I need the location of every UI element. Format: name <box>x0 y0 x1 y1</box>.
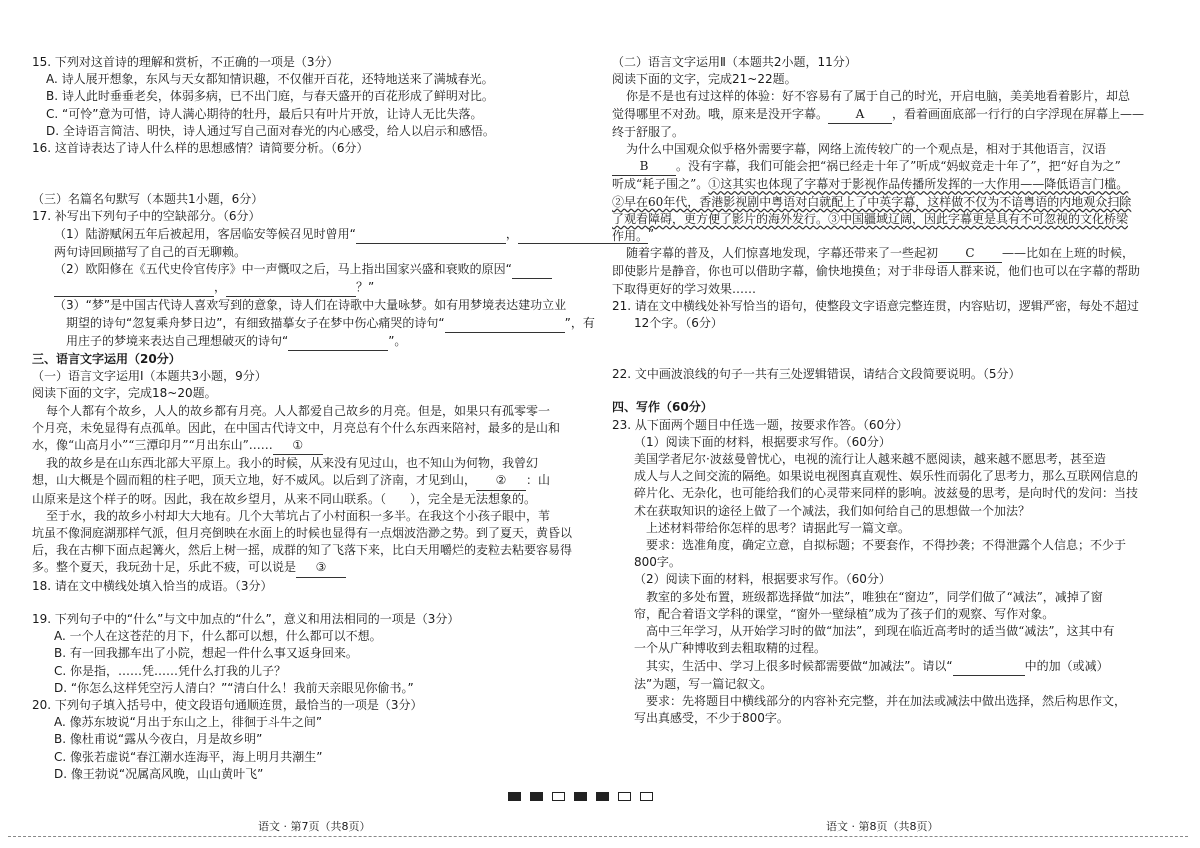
topic-2-requirement-cont: 写出真感受，不少于800字。 <box>634 711 789 726</box>
question-18: 18. 请在文中横线处填入恰当的成语。（3分） <box>32 578 273 593</box>
blank-a: A <box>828 106 892 124</box>
marker-square <box>552 792 565 801</box>
passage-line: 下取得更好的学习效果…… <box>612 281 757 296</box>
passage-line: 即使影片是静音，你也可以借助字幕，偷快地摸鱼；对于非母语人群来说，他们也可以在字幕的帮助 <box>612 264 1141 279</box>
wavy-sentence: 了观看障碍，更方便了影片的海外发行。③中国疆域辽阔，因此字幕更是具有不可忽视的文化桥梁 <box>612 211 1129 226</box>
question-21-cont: 12个字。（6分） <box>634 316 723 331</box>
question-20-stem: 20. 下列句子填入括号中，使文段语句通顺连贯，最恰当的一项是（3分） <box>32 697 423 712</box>
q19-option-d: D. “你怎么这样凭空污人清白？”“清白什么！我前天亲眼见你偷书。” <box>54 680 414 695</box>
footer-page-8: 语文 · 第8页（共8页） <box>826 820 939 833</box>
marker-square <box>508 792 521 801</box>
marker-square <box>530 792 543 801</box>
passage-line: 个月亮，未免显得有点孤单。因此，在中国古代诗文中，月亮总有个什么东西来陪衬，最多的是山和 <box>32 420 561 435</box>
question-16: 16. 这首诗表达了诗人什么样的思想感情？请简要分析。（6分） <box>32 141 369 156</box>
topic-1-heading: （1）阅读下面的材料，根据要求写作。（60分） <box>634 434 891 449</box>
topic-2-prompt-cont: 法”为题，写一篇记叙文。 <box>634 676 773 691</box>
passage-line: 坑虽不像洞庭湖那样气派，但月亮倒映在水面上的时候也显得有一点烟波浩渺之势。到了夏天，黄昏以 <box>32 526 573 541</box>
topic-2-prompt: 其实，生活中、学习上很多时候都需要做“加减法”。请以“ 中的加（或减） <box>612 658 1164 676</box>
blank-c: C <box>938 245 1002 263</box>
section-1-heading: （一）语言文字运用Ⅰ（本题共3小题，9分） <box>32 369 267 384</box>
q20-option-b: B. 像杜甫说“露从今夜白，月是故乡明” <box>54 732 263 747</box>
passage-line: 至于水，我的故乡小村却大大地有。几个大苇坑占了小村面积一多半。在我这个小孩子眼中，苇 <box>46 508 551 523</box>
marker-square <box>574 792 587 801</box>
q15-option-a: A. 诗人展开想象，东风与天女都知情识趣，不仅催开百花，还特地送来了满城春光。 <box>46 72 494 87</box>
q20-option-d: D. 像王勃说“况属高风晚，山山黄叶飞” <box>54 766 264 781</box>
material-line: 一个从广种博收到去粗取精的过程。 <box>634 641 827 656</box>
blank-1: ① <box>273 437 323 455</box>
question-23: 23. 从下面两个题目中任选一题，按要求作答。（60分） <box>612 417 909 432</box>
part-4-heading: 四、写作（60分） <box>612 400 713 415</box>
q20-option-c: C. 像张若虚说“春江潮水连海平，海上明月共潮生” <box>54 749 323 764</box>
topic-2-heading: （2）阅读下面的材料，根据要求写作。（60分） <box>634 572 891 587</box>
marker-square <box>618 792 631 801</box>
marker-square <box>596 792 609 801</box>
section-3-heading: （三）名篇名句默写（本题共1小题，6分） <box>32 192 264 207</box>
bottom-dashed-rule <box>8 836 1188 837</box>
q17-part-3: （3）“梦”是中国古代诗人喜欢写到的意象，诗人们在诗歌中大量咏梦。如有用梦境表达建功立业 <box>54 298 567 313</box>
passage-line: 听成“耗子围之”。①这其实也体现了字幕对于影视作品传播所发挥的一大作用——降低语言门槛。 <box>612 177 1129 192</box>
passage-line: 想，山大概是个圆而粗的柱子吧，顶天立地，好不威风。以后到了济南，才见到山， ② ：山 <box>32 472 580 490</box>
q17-part-2: （2）欧阳修在《五代史伶官传序》中一声慨叹之后，马上指出国家兴盛和衰败的原因“ <box>32 261 580 279</box>
passage-line: 我的故乡是在山东西北部大平原上。我小的时候，从来没有见过山，也不知山为何物，我曾幻 <box>46 456 539 471</box>
passage-line: 终于舒服了。 <box>612 124 685 139</box>
q17-part-3-b: 期望的诗句“忽复乘舟梦日边”，有细致描摹女子在梦中伤心痛哭的诗句“ ”，有 <box>32 315 580 333</box>
blank-b: B <box>612 158 676 176</box>
passage-line: 觉得哪里不对劲。哦，原来是没开字幕。 A ，看着画面底部一行行的白字浮现在屏幕上—— <box>612 106 1164 124</box>
q19-option-b: B. 有一回我挪车出了小院，想起一件什么事又返身回来。 <box>54 646 358 661</box>
material-line: 碎片化、无杂化，也可能给我们的心灵带来同样的影响。波兹曼的思考，是向时代的发问：当技 <box>634 486 1139 501</box>
passage-line: 山原来是这个样子的呀。因此，我在故乡望月，从来不同山联系。（ ），完全是无法想象的。 <box>32 491 537 506</box>
q17-part-2-cont: ， ？” <box>32 279 580 297</box>
passage-line: 每个人都有个故乡，人人的故乡都有月亮。人人都爱自己故乡的月亮。但是，如果只有孤零零一 <box>46 403 551 418</box>
material-line: 教室的多处布置，班级都选择做“加法”，唯独在“窗边”，同学们做了“减法”，减掉了窗 <box>646 589 1103 604</box>
passage-line: 为什么中国观众似乎格外需要字幕，网络上流传较广的一个观点是，相对于其他语言，汉语 <box>626 142 1107 157</box>
question-17-stem: 17. 补写出下列句子中的空缺部分。（6分） <box>32 209 261 224</box>
q20-option-a: A. 像苏东坡说“月出于东山之上，徘徊于斗牛之间” <box>54 715 323 730</box>
passage-line: 你是不是也有过这样的体验：好不容易有了属于自己的时光，开启电脑，美美地看着影片，却总 <box>626 89 1131 104</box>
footer-page-7: 语文 · 第7页（共8页） <box>258 820 371 833</box>
passage-line: 水，像“山高月小”“三潭印月”“月出东山”…… ① <box>32 437 580 455</box>
question-21: 21. 请在文中横线处补写恰当的语句，使整段文字语意完整连贯，内容贴切，逻辑严密，每处不超过 <box>612 298 1139 313</box>
reading-instruction-2: 阅读下面的文字，完成21~22题。 <box>612 72 797 87</box>
page-marker-squares <box>508 792 653 801</box>
section-2-heading: （二）语言文字运用Ⅱ（本题共2小题，11分） <box>612 55 857 69</box>
question-22: 22. 文中画波浪线的句子一共有三处逻辑错误，请结合文段简要说明。（5分） <box>612 367 1021 382</box>
marker-square <box>640 792 653 801</box>
topic-1-requirement: 要求：选准角度，确定立意，自拟标题；不要套作，不得抄袭；不得泄露个人信息；不少于 <box>646 538 1127 553</box>
wavy-sentence: ②早在60年代，香港影视剧中粤语对白就配上了中英字幕，这样做不仅为不谙粤语的内地观众扫除 <box>612 194 1132 209</box>
part-3-heading: 三、语言文字运用（20分） <box>32 352 181 367</box>
material-line: 帘，配合着语文学科的课堂，“窗外一壁绿植”成为了孩子们的观察、写作对象。 <box>634 606 1055 621</box>
material-line: 术在获取知识的途径上做了一个减法，我们如何给自己的思想做一个加法？ <box>634 503 1031 518</box>
q19-option-c: C. 你是指，……凭……凭什么打我的儿子？ <box>54 663 287 678</box>
q17-part-1-cont: 两句诗回顾描写了自己的百无聊赖。 <box>54 244 247 259</box>
blank-3: ③ <box>296 559 346 577</box>
q15-option-d: D. 全诗语言简洁、明快，诗人通过写自己面对春光的内心感受，给人以启示和感悟。 <box>46 123 495 138</box>
passage-line: 随着字幕的普及，人们惊喜地发现，字幕还带来了一些起初 C ——比如在上班的时候， <box>612 245 1164 263</box>
q15-option-c: C. “可怜”意为可惜，诗人满心期待的牡丹，最后只有叶片开放，让诗人无比失落。 <box>46 106 483 121</box>
question-15-stem: 15. 下列对这首诗的理解和赏析，不正确的一项是（3分） <box>32 55 339 69</box>
passage-line: 后，我在古柳下面点起篝火，然后上树一摇，成群的知了飞落下来，比白天用嚼烂的麦粒去粘要容易得 <box>32 543 573 558</box>
topic-2-requirement: 要求：先将题目中横线部分的内容补充完整，并在加法或减法中做出选择，然后构思作文， <box>646 693 1127 708</box>
q15-option-b: B. 诗人此时垂垂老矣，体弱多病，已不出门庭，与春天盛开的百花形成了鲜明对比。 <box>46 89 494 104</box>
topic-1-prompt: 上述材料带给你怎样的思考？请据此写一篇文章。 <box>646 520 911 535</box>
reading-instruction-1: 阅读下面的文字，完成18~20题。 <box>32 386 217 401</box>
q17-part-3-c: 用庄子的梦境来表达自己理想破灭的诗句“ ”。 <box>32 333 580 351</box>
material-line: 美国学者尼尔·波兹曼曾忧心，电视的流行让人越来越不愿阅读，越来越不愿思考，甚至造 <box>634 452 1106 467</box>
topic-1-requirement-cont: 800字。 <box>634 555 681 570</box>
material-line: 高中三年学习，从开始学习时的做“加法”，到现在临近高考时的适当做“减法”，这其中有 <box>646 624 1115 639</box>
blank-2: ② <box>476 472 526 490</box>
passage-line: B 。没有字幕，我们可能会把“祸已经走十年了”听成“妈蚁竞走十年了”，把“好自为之” <box>612 158 1164 176</box>
right-column <box>612 54 1164 727</box>
material-line: 成人与人之间交流的隔绝。如果说电视图真直观性、娱乐性而弱化了思考力，那么互联网信息的 <box>634 469 1139 484</box>
passage-line: 多。整个夏天，我玩劲十足，乐此不疲，可以说是 ③ <box>32 559 580 577</box>
q17-part-1: （1）陆游赋闲五年后被起用，客居临安等候召见时曾用“ ， ” <box>32 226 580 244</box>
passage-line: 作用。 <box>612 229 649 244</box>
question-19-stem: 19. 下列句子中的“什么”与文中加点的“什么”，意义和用法相同的一项是（3分） <box>32 611 460 626</box>
q19-option-a: A. 一个人在这苍茫的月下，什么都可以想，什么都可以不想。 <box>54 629 382 644</box>
